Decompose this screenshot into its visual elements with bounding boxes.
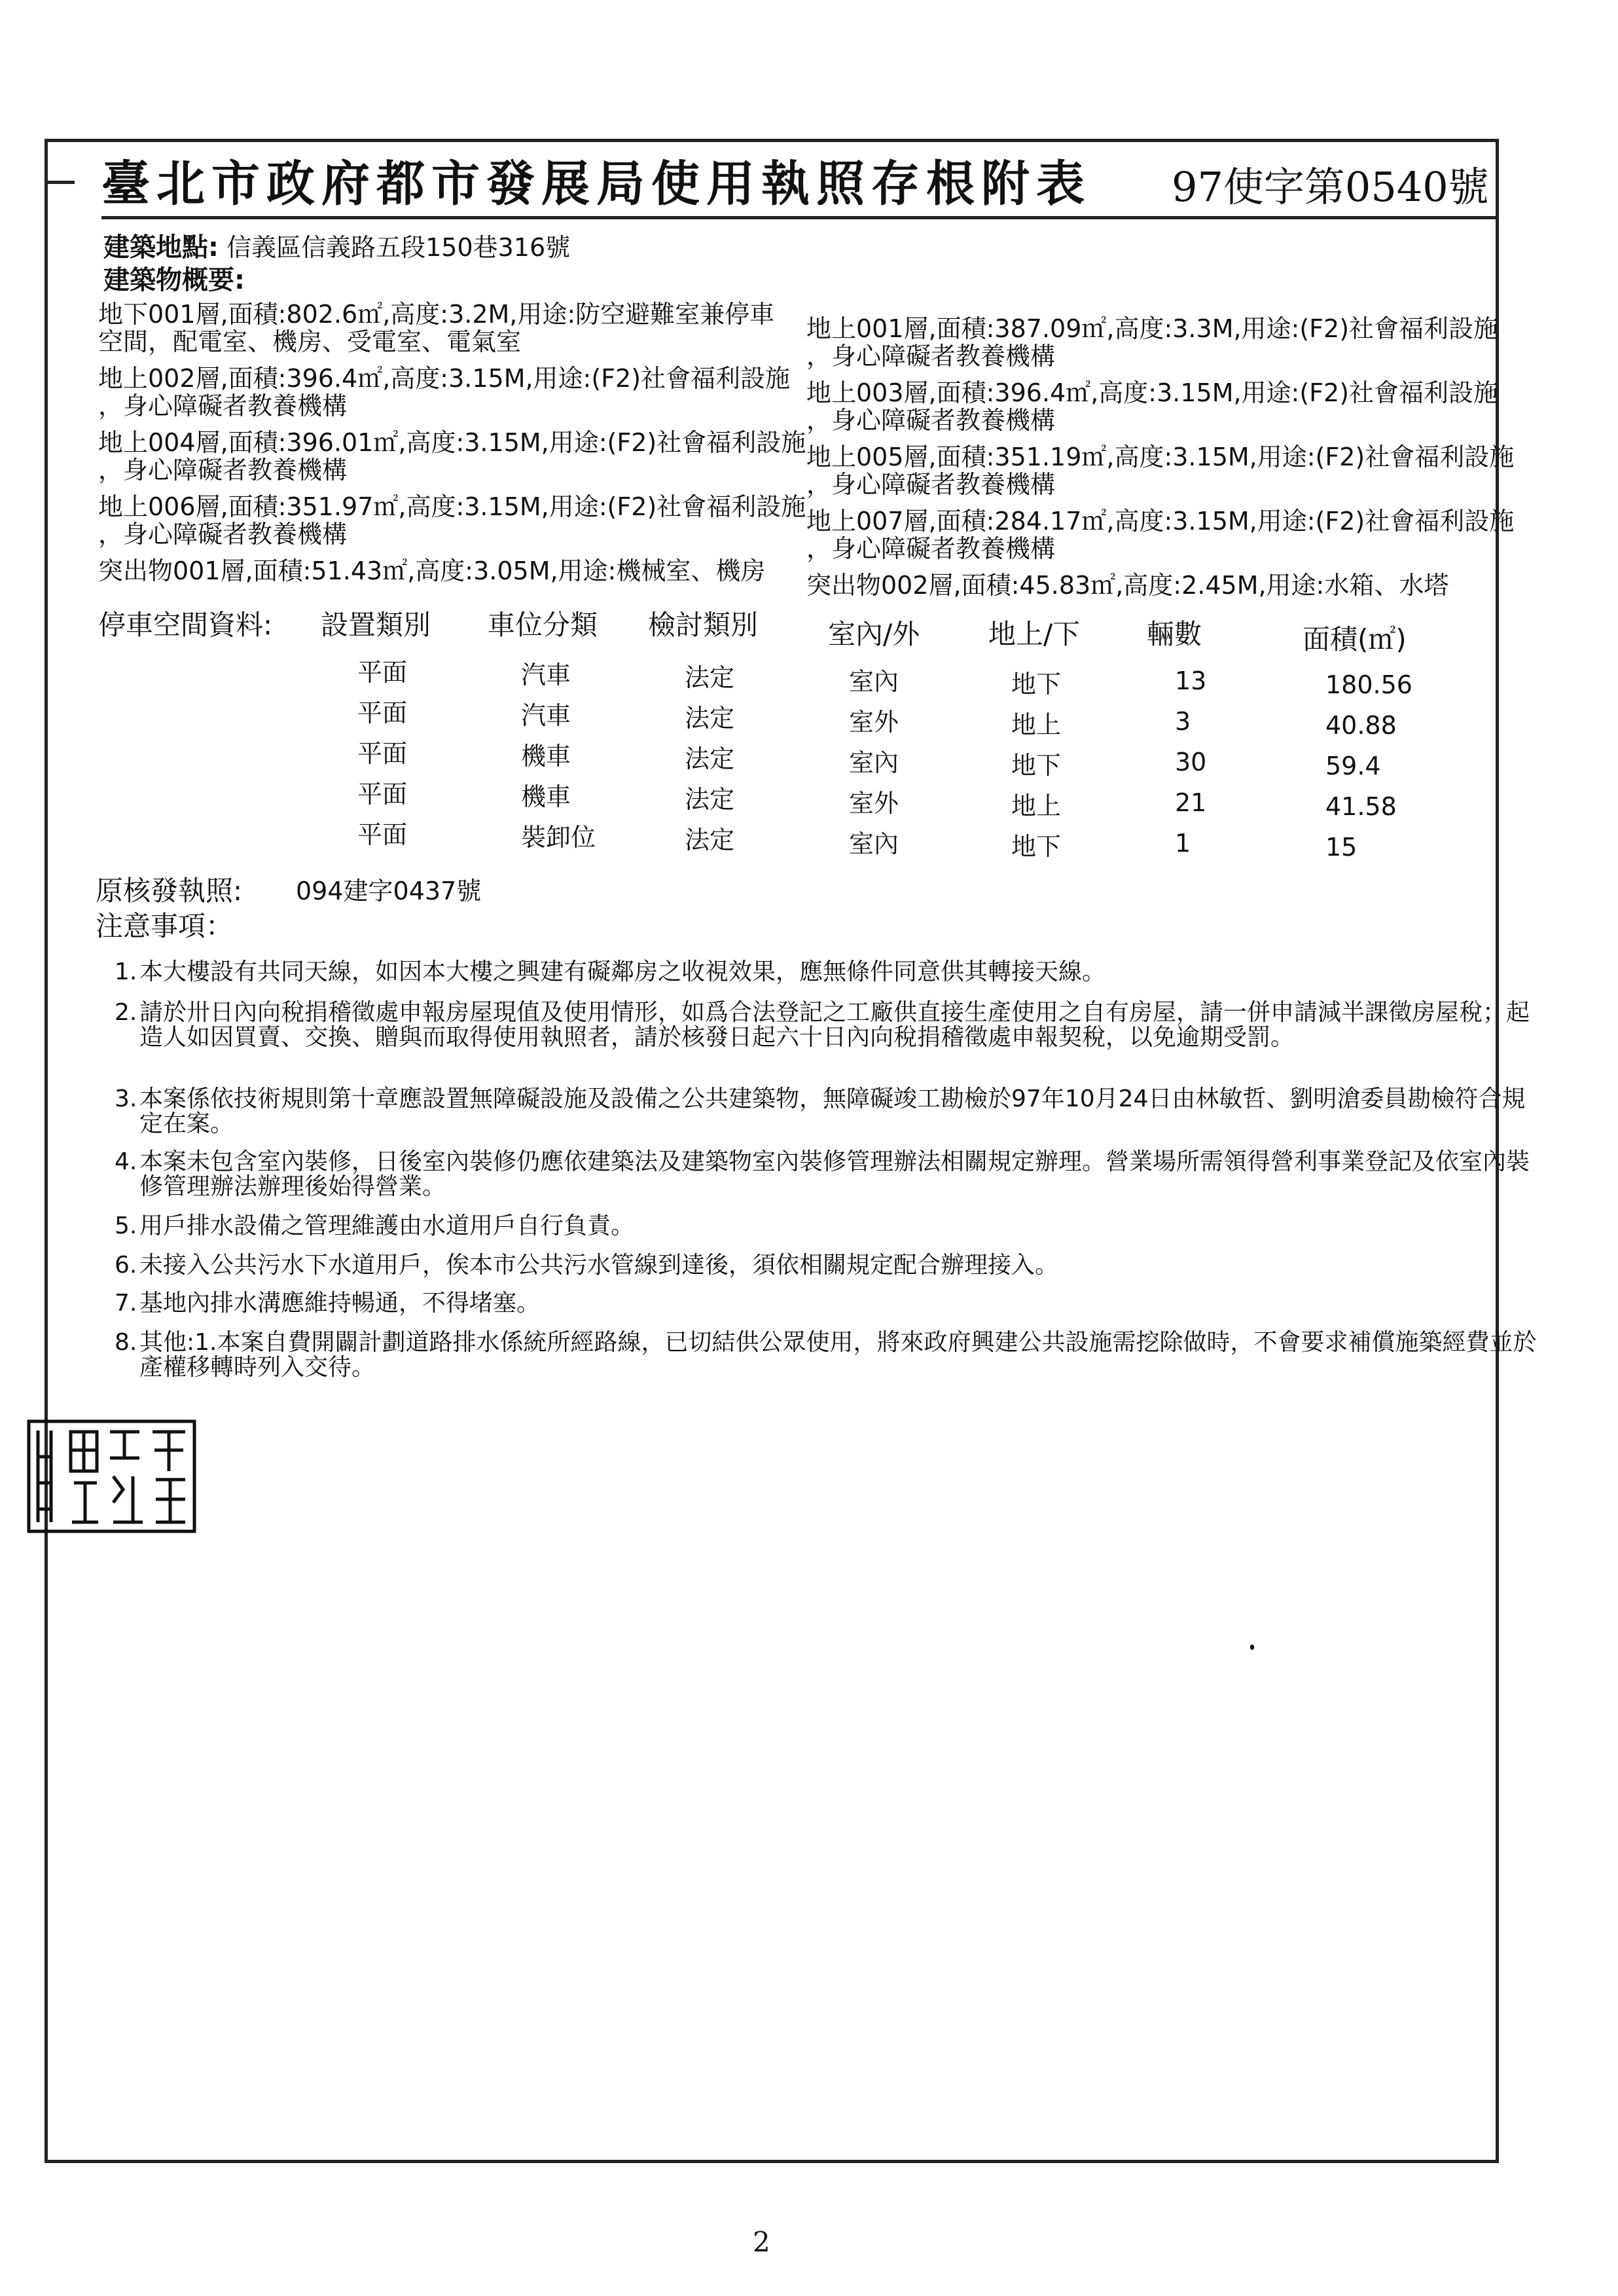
overview-right-b2-line2: ，身心障礙者教養機構 — [806, 406, 1056, 435]
overview-right-b1-line1: 地上001層,面積:387.09㎡,高度:3.3M,用途:(F2)社會福利設施 — [806, 314, 1499, 343]
parking-cell: 平面 — [357, 780, 408, 809]
note-number: 7. — [115, 1290, 137, 1317]
note-text: 其他:1.本案自費開闢計劃道路排水係統所經路線，已切結供公眾使用，將來政府興建公共設施需挖除做時，不會要求補償施築經費並於產權移轉時列入交待。 — [139, 1329, 1537, 1381]
note-number: 6. — [115, 1252, 137, 1279]
note-text: 本案係依技術規則第十章應設置無障礙設施及設備之公共建築物，無障礙竣工勘檢於97年10月24日由林敏哲、劉明滄委員勘檢符合規定在案。 — [139, 1085, 1526, 1137]
official-seal-stamp — [25, 1417, 198, 1535]
parking-cell: 180.56 — [1325, 670, 1412, 699]
overview-left-b2-line2: ，身心障礙者教養機構 — [98, 392, 348, 420]
note-text: 本案未包含室內裝修，日後室內裝修仍應依建築法及建築物室內裝修管理辦法相關規定辦理。營業場所需領得營利事業登記及依室內裝修管理辦法辦理後始得營業。 — [139, 1148, 1530, 1200]
parking-cell: 30 — [1175, 748, 1207, 776]
overview-right-b4-line2: ，身心障礙者教養機構 — [806, 534, 1056, 563]
overview-right-b4-line1: 地上007層,面積:284.17㎡,高度:3.15M,用途:(F2)社會福利設施 — [806, 507, 1515, 536]
overview-right-b1-line2: ，身心障礙者教養機構 — [806, 342, 1056, 371]
parking-col-indoor-outdoor: 室內/外 — [828, 618, 920, 650]
site-label: 建築地點: — [103, 232, 219, 263]
note-text: 基地內排水溝應維持暢通，不得堵塞。 — [139, 1290, 541, 1317]
parking-cell: 平面 — [357, 699, 408, 727]
parking-cell: 室內 — [849, 829, 899, 858]
parking-cell: 法定 — [685, 663, 735, 692]
original-permit-label: 原核發執照: — [96, 875, 243, 907]
parking-cell: 室外 — [849, 789, 899, 818]
parking-cell: 汽車 — [521, 661, 571, 689]
overview-label: 建築物概要: — [103, 265, 245, 295]
parking-cell: 3 — [1175, 707, 1191, 736]
overview-right-b3-line2: ，身心障礙者教養機構 — [806, 470, 1056, 499]
parking-cell: 汽車 — [521, 701, 571, 730]
margin-tick — [45, 181, 75, 184]
scan-speck — [1250, 1645, 1254, 1650]
parking-cell: 地上 — [1011, 792, 1062, 820]
notes-label: 注意事項： — [96, 910, 234, 942]
page-number: 2 — [753, 2226, 770, 2258]
overview-left-b2-line1: 地上002層,面積:396.4㎡,高度:3.15M,用途:(F2)社會福利設施 — [98, 364, 791, 393]
parking-col-setup-type: 設置類別 — [321, 609, 431, 641]
note-text: 請於卅日內向稅捐稽徵處申報房屋現值及使用情形，如爲合法登記之工廠供直接生產使用之自有房屋，請一併申請減半課徵房屋稅；起造人如因買賣、交換、贈與而取得使用執照者，請於核發日起六十日內向稅捐稽徵處申報契稅，以免逾期受罰。 — [139, 999, 1530, 1051]
parking-label: 停車空間資料: — [98, 609, 273, 641]
parking-cell: 機車 — [521, 742, 571, 771]
permit-number: 97使字第0540號 — [1172, 163, 1489, 211]
site-row — [103, 233, 570, 262]
parking-cell: 法定 — [685, 826, 735, 854]
parking-cell: 裝卸位 — [521, 823, 596, 852]
parking-col-space-class: 車位分類 — [488, 609, 598, 641]
parking-cell: 平面 — [357, 658, 408, 687]
note-text: 本大樓設有共同天線，如因本大樓之興建有礙鄰房之收視效果，應無條件同意供其轉接天線。 — [139, 958, 1106, 985]
parking-cell: 13 — [1175, 666, 1207, 695]
overview-left-b4-line1: 地上006層,面積:351.97㎡,高度:3.15M,用途:(F2)社會福利設施 — [98, 492, 806, 521]
parking-cell: 法定 — [685, 704, 735, 733]
parking-cell: 平面 — [357, 820, 408, 849]
parking-cell: 機車 — [521, 782, 571, 811]
note-number: 1. — [115, 958, 137, 985]
note-number: 8. — [115, 1329, 137, 1356]
parking-cell: 地下 — [1011, 832, 1062, 861]
parking-cell: 41.58 — [1325, 792, 1397, 821]
note-number: 3. — [115, 1085, 137, 1112]
parking-cell: 40.88 — [1325, 711, 1397, 740]
note-text: 未接入公共污水下水道用戶，俟本市公共污水管線到達後，須依相關規定配合辦理接入。 — [139, 1252, 1059, 1279]
parking-col-above-below: 地上/下 — [988, 618, 1081, 650]
parking-cell: 地上 — [1011, 710, 1062, 739]
parking-cell: 1 — [1175, 829, 1191, 858]
overview-right-b3-line1: 地上005層,面積:351.19㎡,高度:3.15M,用途:(F2)社會福利設施 — [806, 443, 1515, 471]
note-number: 4. — [115, 1148, 137, 1175]
note-number: 2. — [115, 999, 137, 1026]
parking-cell: 平面 — [357, 739, 408, 768]
overview-left-b4-line2: ，身心障礙者教養機構 — [98, 520, 348, 549]
title-divider — [101, 216, 1499, 219]
note-number: 5. — [115, 1212, 137, 1239]
parking-cell: 15 — [1325, 833, 1357, 862]
parking-cell: 室內 — [849, 748, 899, 777]
overview-left-b1-line2: 空間，配電室、機房、受電室、電氣室 — [98, 327, 522, 356]
parking-col-area: 面積(㎡) — [1303, 623, 1407, 655]
parking-cell: 法定 — [685, 785, 735, 814]
overview-left-b5-line1: 突出物001層,面積:51.43㎡,高度:3.05M,用途:機械室、機房 — [98, 556, 766, 585]
overview-left-b1-line1: 地下001層,面積:802.6㎡,高度:3.2M,用途:防空避難室兼停車 — [98, 300, 775, 329]
overview-right-b5-line1: 突出物002層,面積:45.83㎡,高度:2.45M,用途:水箱、水塔 — [806, 571, 1449, 600]
parking-cell: 地下 — [1011, 751, 1062, 780]
parking-col-review-class: 檢討類別 — [648, 609, 759, 641]
site-value: 信義區信義路五段150巷316號 — [226, 233, 571, 262]
parking-col-count: 輛數 — [1147, 618, 1202, 650]
parking-cell: 地下 — [1011, 670, 1062, 699]
parking-cell: 59.4 — [1325, 752, 1381, 780]
overview-right-b2-line1: 地上003層,面積:396.4㎡,高度:3.15M,用途:(F2)社會福利設施 — [806, 378, 1499, 407]
parking-cell: 室外 — [849, 708, 899, 737]
overview-left-b3-line2: ，身心障礙者教養機構 — [98, 456, 348, 484]
overview-left-b3-line1: 地上004層,面積:396.01㎡,高度:3.15M,用途:(F2)社會福利設施 — [98, 428, 806, 457]
note-text: 用戶排水設備之管理維護由水道用戶自行負責。 — [139, 1212, 635, 1239]
parking-cell: 21 — [1175, 788, 1207, 817]
parking-cell: 室內 — [849, 667, 899, 696]
original-permit-value: 094建字0437號 — [296, 877, 482, 905]
document-title: 臺北市政府都市發展局使用執照存根附表 — [101, 156, 1091, 212]
parking-cell: 法定 — [685, 744, 735, 773]
